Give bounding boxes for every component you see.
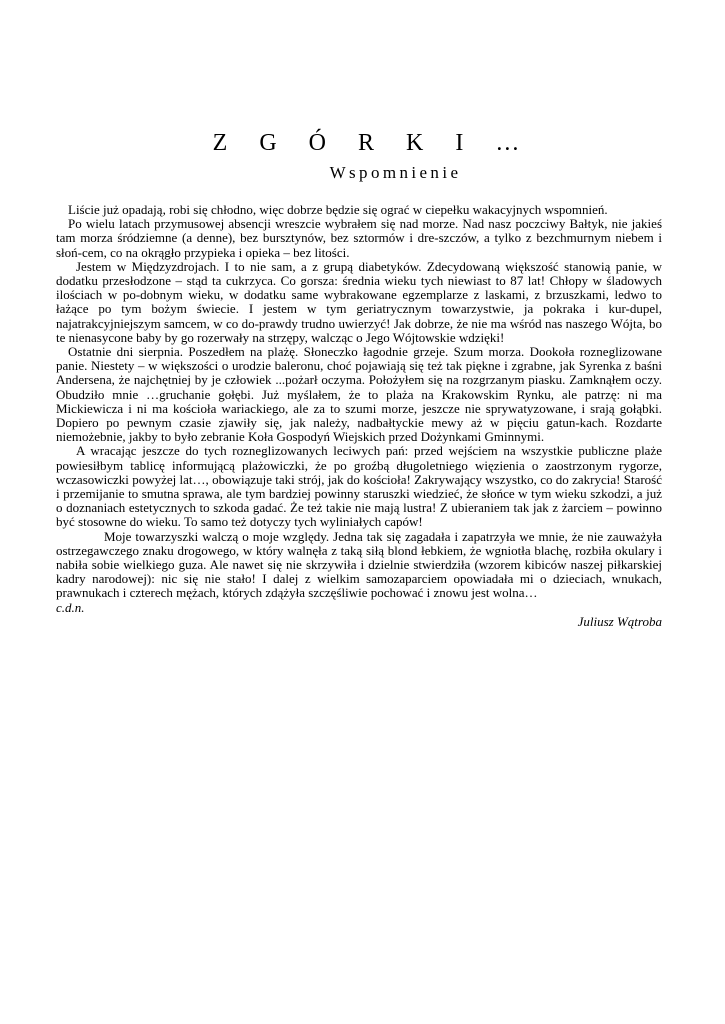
document-title: Z G Ó R K I … xyxy=(212,130,533,156)
paragraph-2: Po wielu latach przymusowej absencji wreszcie wybrałem się nad morze. Nad nasz poczciwy Bałtyk, nie jakieś tam morza śródziemne (a denne), bez bursztynów, bez sztormów i dre-szczów, a tylko z bezchmurnym niebem i słoń-cem, co na okrągło przypieka i opieka – bez litości. xyxy=(56,216,662,260)
article-body xyxy=(56,203,662,629)
author-signature: Juliusz Wątroba xyxy=(577,613,662,629)
paragraph-5: A wracając jeszcze do tych rozneglizowanych leciwych pań: przed wejściem na wszystkie publiczne plaże powiesiłbym tablicę informującą plażowiczki, że po groźbą długoletniego więzienia o zaostrzonym rygorze, wczasowiczki powyżej lat…, obowiązuje taki strój, jak do kościoła! Zakrywający wszystko, co do zakrycia! Starość i przemijanie to smutna sprawa, ale tym bardziej powinny staruszki wiedzieć, że słońce w tym wieku szkodzi, a już o doznaniach estetycznych to szkoda gadać. Że też takie nie mają lustra! Z ubieraniem tak jak z żarciem – powinno być stosowne do wieku. To samo też dotyczy tych wyliniałych capów! xyxy=(56,443,662,530)
paragraph-4: Ostatnie dni sierpnia. Poszedłem na plażę. Słoneczko łagodnie grzeje. Szum morza. Dookoła rozneglizowane panie. Niestety – w większości o urodzie baleronu, choć pojawiają się też tak piękne i zgrabne, jak Syrenka z baśni Andersena, że najchętniej by je człowiek ...pożarł oczyma. Położyłem się na rozgrzanym piasku. Zamknąłem oczy. Obudziło mnie …gruchanie gołębi. Już myślałem, że to plaża na Krakowskim Rynku, ale patrzę: ni ma Mickiewicza i ni ma kościoła wariackiego, ale za to szumi morze, jeszcze nie sprywatyzowane, i srają gołąbki. Dopiero po pewnym czasie zjawiły się, jak należy, nadbałtyckie mewy aż w pięciu gatun-kach. Rozdarte niemożebnie, jakby to było zebranie Koła Gospodyń Wiejskich przed Dożynkami Gminnymi. xyxy=(56,344,662,445)
to-be-continued: c.d.n. xyxy=(56,599,85,615)
paragraph-6: Moje towarzyszki walczą o moje względy. Jedna tak się zagadała i zapatrzyła we mnie, że nie zauważyła ostrzegawczego znaku drogowego, w który walnęła z taką siłą blond łebkiem, że wgniotła blachę, rozbiła okulary i nabiła sobie wielkiego guza. Ale nawet się nie skrzywiła i dzielnie stwierdziła (wzorem kibiców naszej piłkarskiej kadry narodowej): nic się nie stało! I dalej z wielkim samozaparciem opowiadała mi o dzieciach, wnukach, prawnukach i czterech mężach, których zdążyła szczęśliwie pochować i znowu jest wolna… xyxy=(56,528,662,601)
document-subtitle: Wspomnienie xyxy=(329,163,462,182)
paragraph-1: Liście już opadają, robi się chłodno, więc dobrze będzie się ograć w ciepełku wakacyjnych wspomnień. xyxy=(68,202,608,217)
paragraph-3: Jestem w Międzyzdrojach. I to nie sam, a z grupą diabetyków. Zdecydowaną większość stanowią panie, w dodatku przesłodzone – stąd ta cukrzyca. Co gorsza: średnia wieku tych niewiast to 87 lat! Chłopy w śladowych ilościach w po-dobnym wieku, w dodatku same wybrakowane egzemplarze z laskami, z brzuszkami, ledwo to łażące po tym bożym świecie. I jestem w tym geriatrycznym towarzystwie, ja pokraka i kur-dupel, najatrakcyjniejszym samcem, w co do-prawdy trudno uwierzyć! Jak dobrze, że nie ma wśród nas naszego Wójta, bo te nienasycone baby by go rozerwały na strzępy, walcząc o Jego Wójtowskie wdzięki! xyxy=(56,258,662,345)
